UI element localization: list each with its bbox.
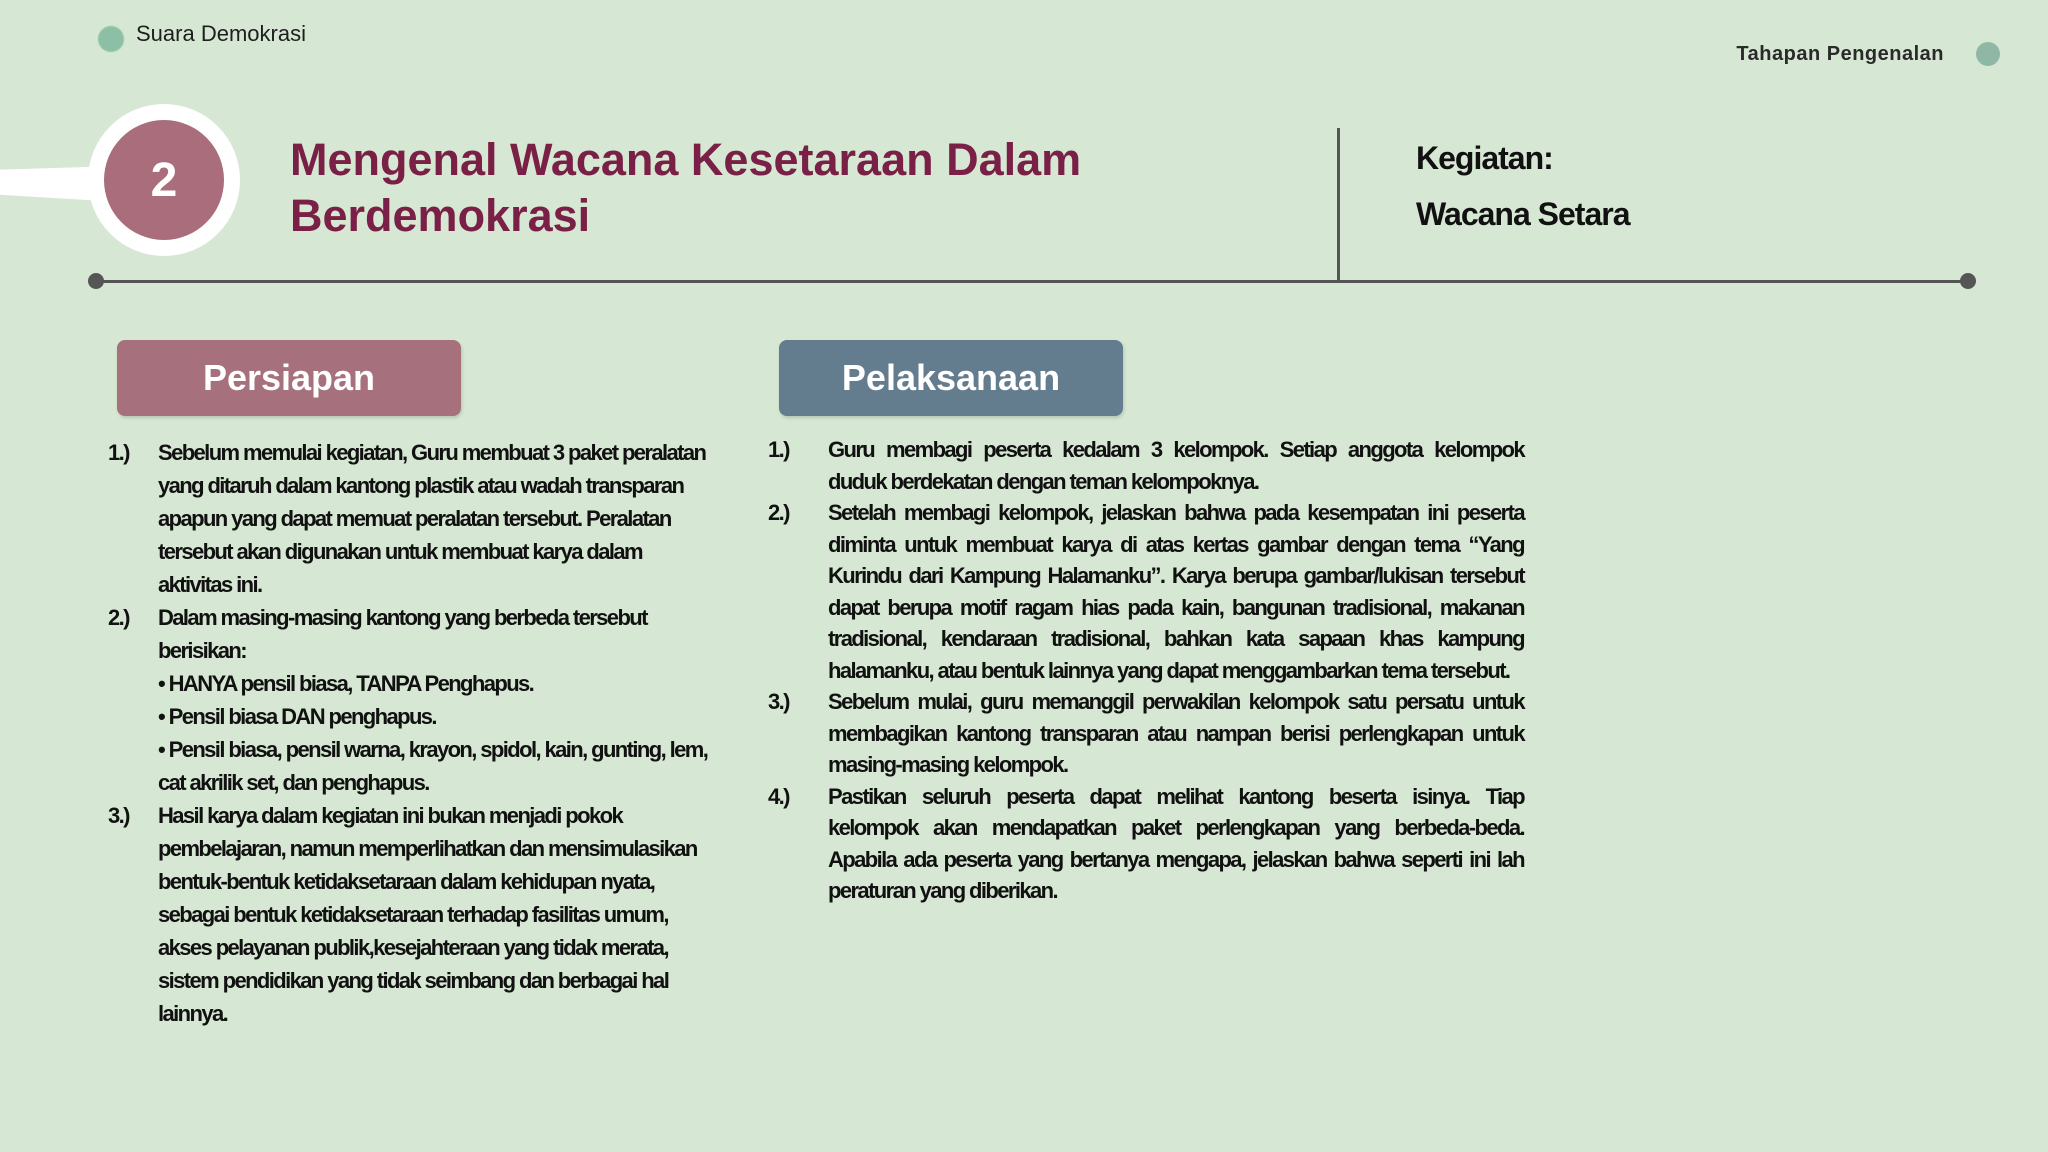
pelaksanaan-list [768, 434, 1524, 907]
list-item: 2.) Dalam masing-masing kantong yang berbeda tersebut berisikan: [108, 605, 647, 663]
list-item: 2.) Setelah membagi kelompok, jelaskan bahwa pada kesempatan ini peserta diminta untuk membuat karya di atas kertas gambar dengan tema “Yang Kurindu dari Kampung Halamanku”. Karya berupa gambar/lukisan tersebut dapat berupa motif ragam hias pada kain, bangunan tradisional, makanan tradisional, kendaraan tradisional, bahkan kata sapaan khas kampung halamanku, atau bentuk lainnya yang dapat menggambarkan tema tersebut. [768, 500, 1524, 683]
divider-endpoint-left [88, 273, 104, 289]
list-item: 3.) Sebelum mulai, guru memanggil perwakilan kelompok satu persatu untuk membagikan kantong transparan atau nampan berisi perlengkapan untuk masing-masing kelompok. [768, 689, 1524, 777]
pelaksanaan-heading: Pelaksanaan [779, 340, 1123, 416]
activity-label: Kegiatan: [1416, 140, 1553, 176]
brand [98, 21, 306, 52]
divider-endpoint-right [1960, 273, 1976, 289]
bullet-item: • HANYA pensil biasa, TANPA Penghapus. [158, 671, 534, 696]
section-number: 2 [104, 120, 224, 240]
list-item: 3.) Hasil karya dalam kegiatan ini bukan menjadi pokok pembelajaran, namun memperlihatkan dan mensimulasikan bentuk-bentuk ketidaksetaraan dalam kehidupan nyata, sebagai bentuk ketidaksetaraan terhadap fasilitas umum, akses pelayanan publik,kesejahteraan yang tidak merata, sistem pendidikan yang tidak seimbang dan berbagai hal lainnya. [108, 803, 697, 1026]
list-item: 4.) Pastikan seluruh peserta dapat melihat kantong beserta isinya. Tiap kelompok akan mendapatkan paket perlengkapan yang berbeda-beda. Apabila ada peserta yang bertanya mengapa, jelaskan bahwa seperti ini lah peraturan yang diberikan. [768, 783, 1524, 903]
bullet-item: • Pensil biasa, pensil warna, krayon, spidol, kain, gunting, lem, cat akrilik set, dan penghapus. [158, 737, 708, 795]
persiapan-list [108, 436, 708, 1030]
bullet-item: • Pensil biasa DAN penghapus. [158, 704, 436, 729]
activity-name: Wacana Setara [1416, 196, 1630, 232]
list-item: 1.) Sebelum memulai kegiatan, Guru membuat 3 paket peralatan yang ditaruh dalam kantong plastik atau wadah transparan apapun yang dapat memuat peralatan tersebut. Peralatan tersebut akan digunakan untuk membuat karya dalam aktivitas ini. [108, 440, 706, 597]
stage-indicator [1736, 42, 2000, 66]
horizontal-divider [96, 280, 1968, 283]
persiapan-heading: Persiapan [117, 340, 461, 416]
brand-dot-icon [98, 26, 124, 52]
stage-label: Tahapan Pengenalan [1736, 42, 1944, 65]
page-title: Mengenal Wacana Kesetaraan Dalam Berdemokrasi [290, 134, 1082, 241]
vertical-divider [1337, 128, 1340, 280]
stage-dot-icon [1976, 42, 2000, 66]
list-item: 1.) Guru membagi peserta kedalam 3 kelompok. Setiap anggota kelompok duduk berdekatan dengan teman kelompoknya. [768, 437, 1524, 494]
brand-name: Suara Demokrasi [136, 21, 306, 46]
